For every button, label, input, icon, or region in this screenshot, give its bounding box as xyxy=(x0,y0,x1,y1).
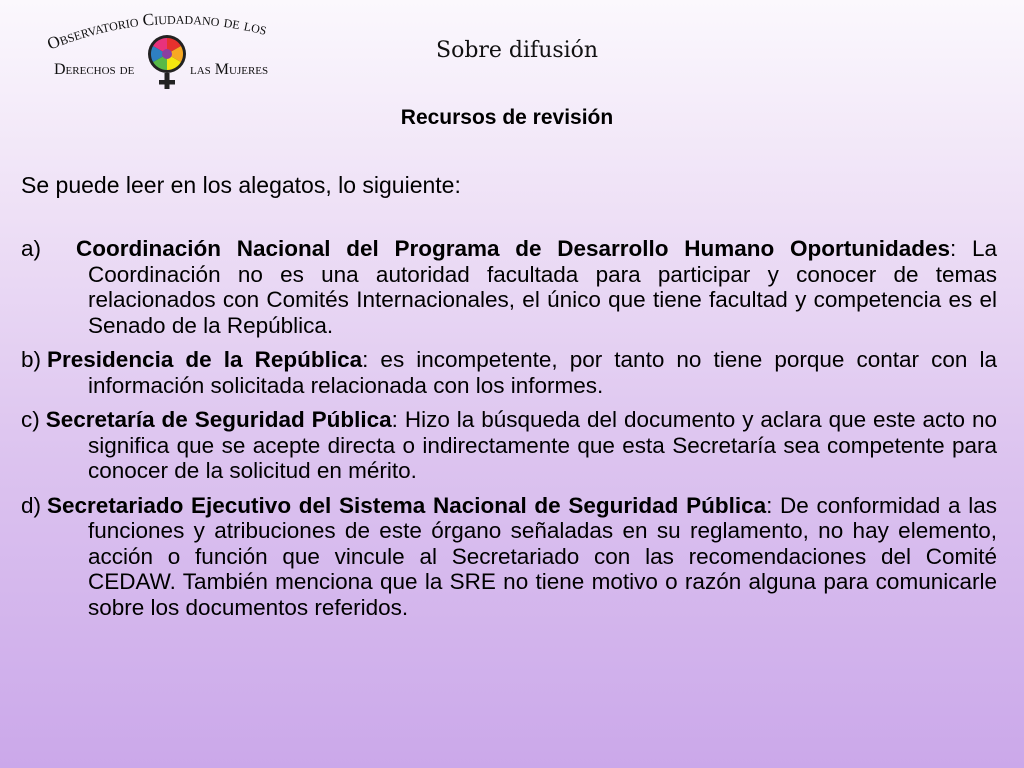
item-marker: c) xyxy=(21,407,40,432)
logo-graphic xyxy=(40,10,300,90)
item-marker: a) xyxy=(21,236,42,261)
allegations-list xyxy=(21,236,997,629)
list-item xyxy=(21,407,997,484)
item-text: : De conformidad a las funciones y atribuciones de este órgano señaladas en su reglamento, no hay elemento, acción o función que vincule al Secretariado con las recomendaciones del Comité CEDAW. También menciona que la SRE no tiene motivo o razón alguna para comunicarle sobre los documentos referidos. xyxy=(88,492,997,620)
item-marker: b) xyxy=(21,347,42,372)
item-text: : Hizo la búsqueda del documento y aclara que este acto no significa que se acepte directa o indirectamente que esta Secretaría sea competente para conocer de la solicitud en mérito. xyxy=(88,407,997,483)
section-heading: Recursos de revisión xyxy=(400,106,614,129)
logo-arc-textpath: Observatorio Ciudadano de los xyxy=(44,10,269,54)
list-item xyxy=(21,347,997,398)
observatorio-logo xyxy=(40,10,300,90)
intro-text: Se puede leer en los alegatos, lo siguiente: xyxy=(21,172,461,198)
item-marker: d) xyxy=(21,492,42,518)
logo-left-text: Derechos de xyxy=(54,61,135,78)
header-title: Sobre difusión xyxy=(436,38,599,63)
list-item xyxy=(21,493,997,621)
item-text: : es incompetente, por tanto no tiene porque contar con la información solicitada relacionada con los informes. xyxy=(88,347,997,398)
logo-right-text: las Mujeres xyxy=(190,61,269,78)
item-entity-name: Secretaría de Seguridad Pública xyxy=(45,407,392,432)
venus-wheel-icon xyxy=(148,35,186,89)
item-text: : La Coordinación no es una autoridad facultada para participar y conocer de temas relacionados con Comités Internacionales, el único que tiene facultad y competencia es el Senado de la República. xyxy=(88,236,998,338)
item-entity-name: Coordinación Nacional del Programa de Desarrollo Humano Oportunidades xyxy=(76,236,950,261)
item-entity-name: Presidencia de la República xyxy=(47,347,363,372)
list-item xyxy=(21,236,997,338)
item-entity-name: Secretariado Ejecutivo del Sistema Nacional de Seguridad Pública xyxy=(47,492,767,518)
